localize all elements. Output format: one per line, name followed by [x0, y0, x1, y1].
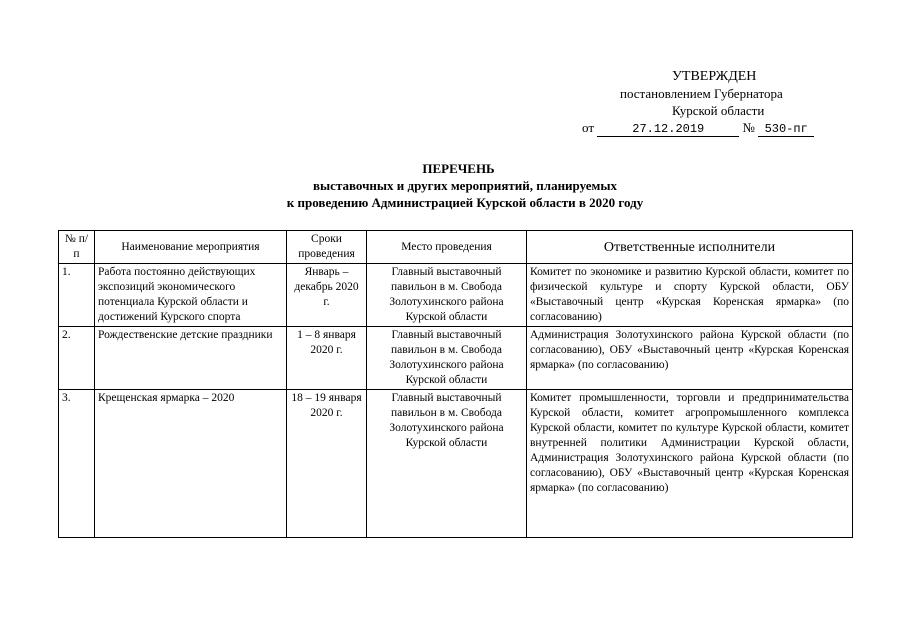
header-num: № п/п [59, 231, 95, 264]
approval-line-region: Курской области [672, 103, 765, 118]
table-row [59, 390, 853, 538]
approval-number: 530-пг [758, 122, 814, 137]
approval-title: УТВЕРЖДЕН [672, 69, 757, 84]
header-place: Место проведения [367, 231, 527, 264]
document-subtitle-2: к проведению Администрацией Курской области в 2020 году [286, 195, 644, 210]
row-dates: 1 – 8 января 2020 г. [287, 327, 367, 390]
approval-line-governor: постановлением Губернатора [620, 86, 783, 101]
from-label: от [582, 120, 595, 135]
row-dates: Январь – декабрь 2020 г. [287, 264, 367, 327]
document-subtitle-1: выставочных и других мероприятий, планируемых [313, 178, 617, 193]
table-row [59, 264, 853, 327]
row-name: Крещенская ярмарка – 2020 [95, 390, 287, 538]
row-executors: Комитет по экономике и развитию Курской области, комитет по физической культуре и спорту Курской области, ОБУ «Выставочный центр «Курская Коренская ярмарка» (по согласованию) [527, 264, 853, 327]
document-heading [0, 160, 905, 211]
row-place: Главный выставочный павильон в м. Свобода Золотухинского района Курской области [367, 327, 527, 390]
header-executors: Ответственные исполнители [527, 231, 853, 264]
document-title: ПЕРЕЧЕНЬ [422, 161, 495, 176]
row-num: 3. [59, 390, 95, 538]
table-header-row [59, 231, 853, 264]
table-row [59, 327, 853, 390]
row-executors: Комитет промышленности, торговли и предпринимательства Курской области, комитет агропромышленного комплекса Курской области, комитет по культуре Курской области, комитет внутренней политики Администрации Курской области, Администрация Золотухинского района Курской области (по согласованию), ОБУ «Выставочный центр «Курская Коренская ярмарка» (по согласованию) [527, 390, 853, 538]
row-name: Работа постоянно действующих экспозиций экономического потенциала Курской области и достижений Курского спорта [95, 264, 287, 327]
number-label: № [742, 120, 755, 135]
row-name: Рождественские детские праздники [95, 327, 287, 390]
header-name: Наименование мероприятия [95, 231, 287, 264]
row-executors: Администрация Золотухинского района Курской области (по согласованию), ОБУ «Выставочный центр «Курская Коренская ярмарка» (по согласованию) [527, 327, 853, 390]
row-num: 1. [59, 264, 95, 327]
row-dates: 18 – 19 января 2020 г. [287, 390, 367, 538]
events-table [58, 230, 853, 538]
row-num: 2. [59, 327, 95, 390]
approval-date-line [560, 119, 860, 137]
row-place: Главный выставочный павильон в м. Свобода Золотухинского района Курской области [367, 264, 527, 327]
row-place: Главный выставочный павильон в м. Свобода Золотухинского района Курской области [367, 390, 527, 538]
approval-block [560, 68, 860, 137]
approval-date: 27.12.2019 [597, 122, 739, 137]
header-dates: Сроки проведения [287, 231, 367, 264]
